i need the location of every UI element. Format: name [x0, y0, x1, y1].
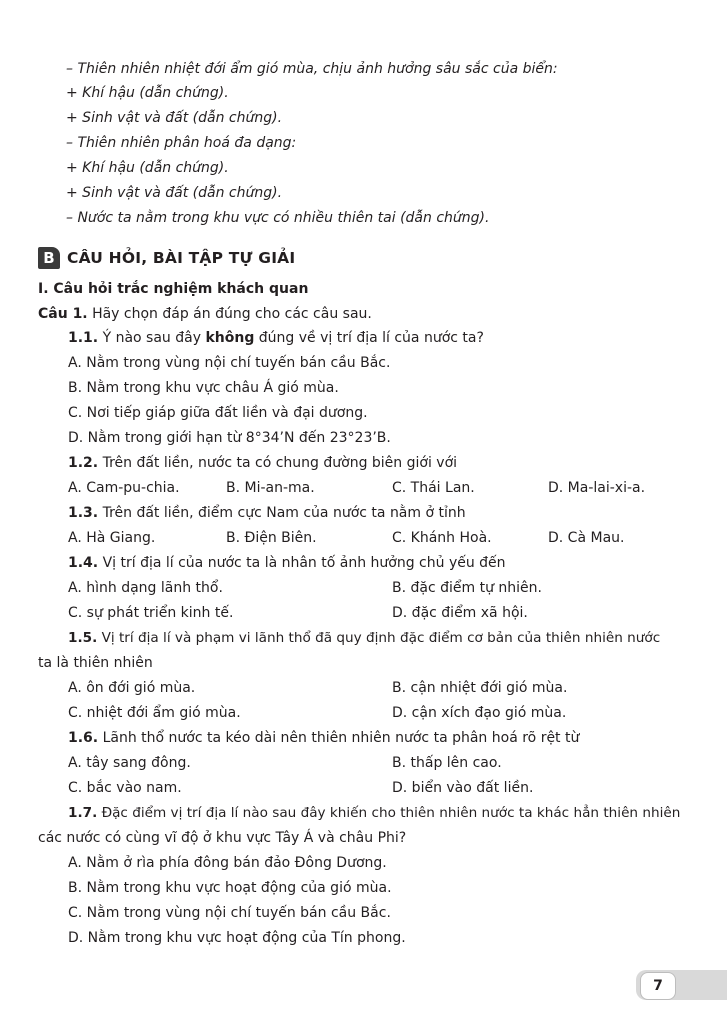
summary-point: + Khí hậu (dẫn chứng).: [66, 85, 229, 101]
answer-option: B. cận nhiệt đới gió mùa.: [392, 680, 568, 696]
answer-option: D. Cà Mau.: [548, 530, 625, 546]
answer-option: A. Nằm trong vùng nội chí tuyến bán cầu Bắc.: [68, 355, 391, 371]
question-1-3: [68, 504, 466, 522]
answer-option: A. Nằm ở rìa phía đông bán đảo Đông Dương.: [68, 855, 387, 871]
question-1-1: [68, 329, 484, 347]
answer-option: D. đặc điểm xã hội.: [392, 605, 528, 621]
summary-point: – Nước ta nằm trong khu vực có nhiều thiên tai (dẫn chứng).: [66, 210, 490, 226]
question-1: [38, 305, 372, 323]
question-text: đúng về vị trí địa lí của nước ta?: [254, 330, 484, 346]
question-text-cont: ta là thiên nhiên: [38, 655, 153, 671]
answer-option: C. sự phát triển kinh tế.: [68, 605, 234, 621]
answer-option: B. Mi-an-ma.: [226, 480, 315, 496]
answer-option: A. tây sang đông.: [68, 755, 191, 771]
question-1-4: [68, 554, 506, 572]
question-text: Vị trí địa lí và phạm vi lãnh thổ đã quy định đặc điểm cơ bản của thiên nhiên nước: [97, 630, 661, 646]
answer-option: D. Nằm trong giới hạn từ 8°34’N đến 23°23’B.: [68, 430, 391, 446]
summary-point: + Sinh vật và đất (dẫn chứng).: [66, 185, 283, 201]
answer-option: C. Nơi tiếp giáp giữa đất liền và đại dương.: [68, 405, 368, 421]
answer-option: B. đặc điểm tự nhiên.: [392, 580, 542, 596]
question-number: 1.6.: [68, 730, 99, 746]
summary-point: – Thiên nhiên nhiệt đới ẩm gió mùa, chịu ảnh hưởng sâu sắc của biển:: [66, 61, 558, 77]
question-number: 1.1.: [68, 330, 99, 346]
section-badge: B: [38, 247, 60, 269]
question-number: 1.7.: [68, 805, 98, 821]
question-label: Câu 1.: [38, 306, 88, 322]
page-number: 7: [640, 972, 676, 1000]
question-text: Vị trí địa lí của nước ta là nhân tố ảnh hưởng chủ yếu đến: [98, 555, 506, 571]
answer-option: D. Ma-lai-xi-a.: [548, 480, 646, 496]
answer-option: A. ôn đới gió mùa.: [68, 680, 196, 696]
answer-option: C. Thái Lan.: [392, 480, 475, 496]
answer-option: C. Nằm trong vùng nội chí tuyến bán cầu Bắc.: [68, 905, 391, 921]
question-text: Trên đất liền, điểm cực Nam của nước ta nằm ở tỉnh: [98, 505, 466, 521]
question-text-cont: các nước có cùng vĩ độ ở khu vực Tây Á và châu Phi?: [38, 830, 407, 846]
answer-option: A. hình dạng lãnh thổ.: [68, 580, 223, 596]
answer-option: C. Khánh Hoà.: [392, 530, 492, 546]
answer-option: A. Cam-pu-chia.: [68, 480, 180, 496]
answer-option: B. Điện Biên.: [226, 530, 317, 546]
question-1-2: [68, 454, 457, 472]
question-text: Lãnh thổ nước ta kéo dài nên thiên nhiên nước ta phân hoá rõ rệt từ: [98, 730, 580, 746]
emphasis-word: không: [205, 330, 255, 346]
summary-point: + Khí hậu (dẫn chứng).: [66, 160, 229, 176]
part-title: I. Câu hỏi trắc nghiệm khách quan: [38, 281, 309, 297]
question-1-5: [68, 629, 660, 647]
question-number: 1.4.: [68, 555, 99, 571]
answer-option: D. cận xích đạo gió mùa.: [392, 705, 567, 721]
answer-option: C. nhiệt đới ẩm gió mùa.: [68, 705, 241, 721]
answer-option: B. thấp lên cao.: [392, 755, 502, 771]
question-1-7: [68, 804, 680, 822]
question-text: Ý nào sau đây: [98, 330, 206, 346]
question-text: Đặc điểm vị trí địa lí nào sau đây khiến cho thiên nhiên nước ta khác hẳn thiên nhiên: [97, 805, 681, 821]
question-number: 1.3.: [68, 505, 99, 521]
section-title: CÂU HỎI, BÀI TẬP TỰ GIẢI: [67, 249, 296, 267]
answer-option: B. Nằm trong khu vực hoạt động của gió mùa.: [68, 880, 392, 896]
answer-option: D. Nằm trong khu vực hoạt động của Tín phong.: [68, 930, 406, 946]
section-heading: [38, 246, 295, 270]
answer-option: D. biển vào đất liền.: [392, 780, 534, 796]
question-text: Trên đất liền, nước ta có chung đường biên giới với: [98, 455, 458, 471]
answer-option: A. Hà Giang.: [68, 530, 156, 546]
question-number: 1.2.: [68, 455, 99, 471]
answer-option: B. Nằm trong khu vực châu Á gió mùa.: [68, 380, 339, 396]
summary-point: – Thiên nhiên phân hoá đa dạng:: [66, 135, 297, 151]
question-1-6: [68, 729, 579, 747]
summary-point: + Sinh vật và đất (dẫn chứng).: [66, 110, 283, 126]
question-text: Hãy chọn đáp án đúng cho các câu sau.: [87, 306, 372, 322]
answer-option: C. bắc vào nam.: [68, 780, 182, 796]
question-number: 1.5.: [68, 630, 98, 646]
